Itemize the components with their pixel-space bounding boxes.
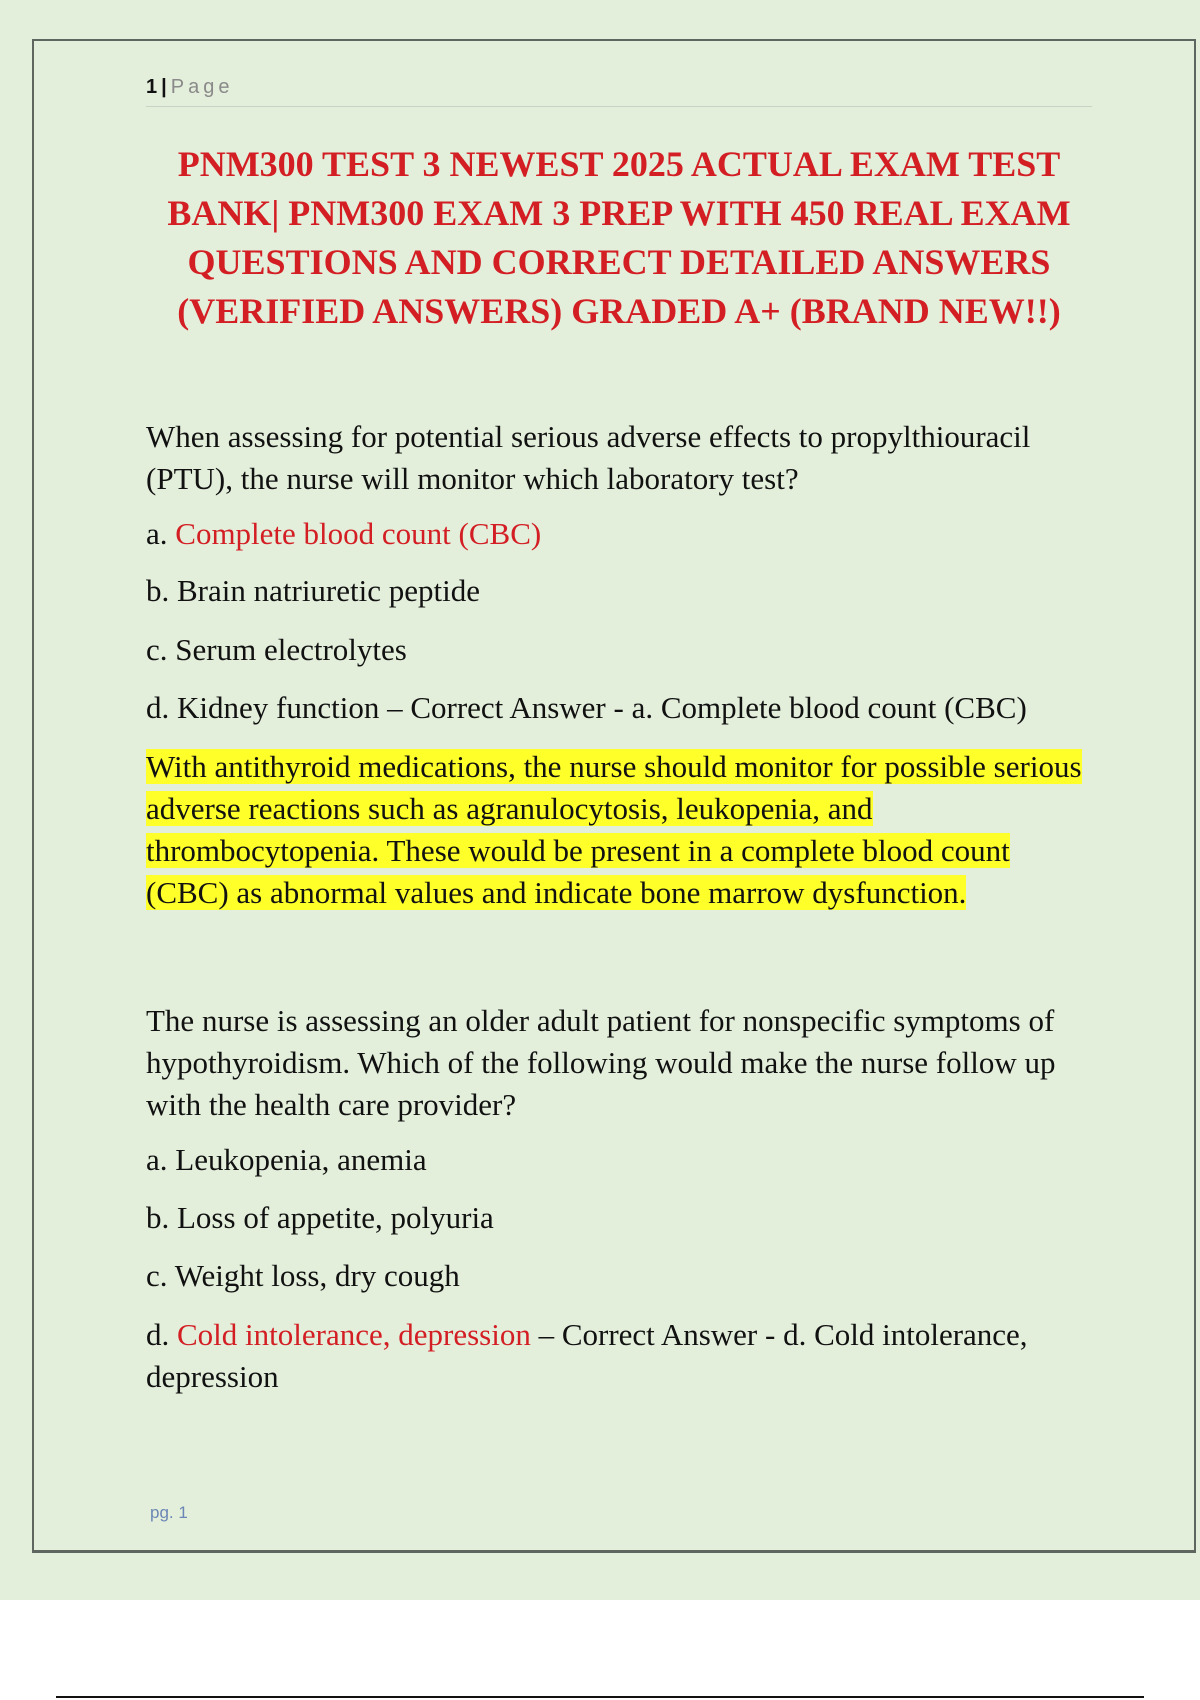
correct-option-text: Cold intolerance, depression	[177, 1317, 531, 1352]
header-page-number: 1	[146, 76, 158, 98]
question-2-option-a	[146, 1140, 1092, 1180]
highlighted-rationale: With antithyroid medications, the nurse should monitor for possible serious adverse reactions such as agranulocytosis, leukopenia, and thrombocytopenia. These would be present in a complete blood count (CBC) as abnormal values and indicate bone marrow dysfunction.	[146, 749, 1082, 910]
option-letter: c.	[146, 632, 176, 667]
page-header	[146, 74, 1092, 107]
option-letter: a.	[146, 516, 176, 551]
option-letter: d.	[146, 1317, 177, 1352]
option-text: Loss of appetite, polyuria	[177, 1200, 494, 1235]
bottom-divider	[56, 1696, 1144, 1698]
question-1-option-c	[146, 630, 1092, 670]
question-1-option-a	[146, 514, 1092, 554]
option-text: Kidney function	[177, 690, 380, 725]
correct-answer-text: – Correct Answer - d. Cold intolerance, depression	[146, 1317, 1028, 1394]
question-2-option-c	[146, 1256, 1092, 1296]
option-text: Serum electrolytes	[175, 632, 407, 667]
header-page-word: Page	[170, 76, 234, 98]
option-letter: b.	[146, 573, 177, 608]
option-letter: a.	[146, 1142, 176, 1177]
page-footer-label: pg. 1	[150, 1503, 188, 1522]
question-1-option-b	[146, 571, 1092, 611]
option-letter: b.	[146, 1200, 177, 1235]
question-2-stem: The nurse is assessing an older adult patient for nonspecific symptoms of hypothyroidism. Which of the following would make the nurse follow up with the health care provider?	[146, 1003, 1056, 1122]
option-text: Leukopenia, anemia	[175, 1142, 427, 1177]
option-text: Weight loss, dry cough	[174, 1258, 460, 1293]
question-1-option-d	[146, 688, 1092, 728]
option-text: Brain natriuretic peptide	[177, 573, 480, 608]
correct-option-text: Complete blood count (CBC)	[175, 516, 542, 551]
correct-answer-text: – Correct Answer - a. Complete blood count (CBC)	[379, 690, 1027, 725]
document-title: PNM300 TEST 3 NEWEST 2025 ACTUAL EXAM TEST BANK| PNM300 EXAM 3 PREP WITH 450 REAL EXAM QUESTIONS AND CORRECT DETAILED ANSWERS (VERIFIED ANSWERS) GRADED A+ (BRAND NEW!!)	[167, 144, 1071, 331]
option-letter: d.	[146, 690, 177, 725]
question-1-stem: When assessing for potential serious adverse effects to propylthiouracil (PTU), the nurse will monitor which laboratory test?	[146, 419, 1031, 496]
question-2	[146, 1000, 1092, 1398]
question-1-rationale	[146, 746, 1092, 914]
option-letter: c.	[146, 1258, 175, 1293]
header-separator: |	[161, 76, 167, 98]
question-2-option-d	[146, 1314, 1092, 1398]
question-2-option-b	[146, 1198, 1092, 1238]
question-1	[146, 416, 1092, 914]
